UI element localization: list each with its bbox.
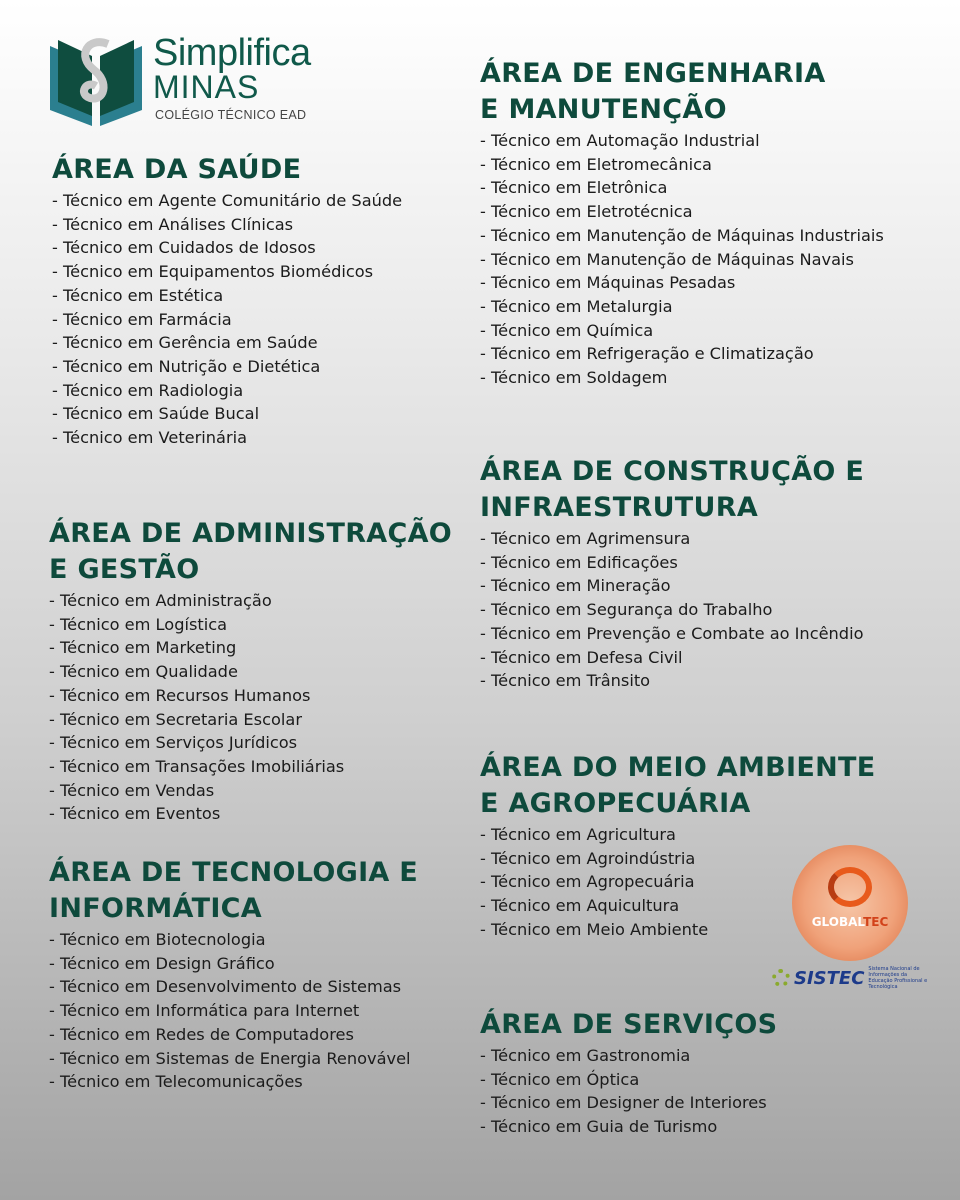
course-item: - Técnico em Automação Industrial xyxy=(480,131,760,150)
sistec-subtitle: Sistema Nacional de Informações da Educação Profissional e Tecnológica xyxy=(868,966,928,990)
course-item: - Técnico em Agrimensura xyxy=(480,529,691,548)
course-item: - Técnico em Óptica xyxy=(480,1069,640,1089)
section-administracao xyxy=(49,516,459,826)
course-item: - Técnico em Soldagem xyxy=(480,368,668,388)
section-title: ÁREA DE ADMINISTRAÇÃO E GESTÃO xyxy=(49,518,453,585)
course-item: - Técnico em Agricultura xyxy=(480,825,676,844)
course-item: - Técnico em Veterinária xyxy=(52,428,248,448)
section-construcao xyxy=(480,454,880,693)
course-item: - Técnico em Marketing xyxy=(49,638,237,658)
course-item: - Técnico em Gastronomia xyxy=(480,1046,691,1065)
course-item: - Técnico em Defesa Civil xyxy=(480,647,683,667)
course-item: - Técnico em Metalurgia xyxy=(480,296,673,316)
course-item: - Técnico em Radiologia xyxy=(52,380,244,400)
course-list xyxy=(52,189,492,450)
section-servicos xyxy=(480,1007,920,1139)
course-item: - Técnico em Química xyxy=(480,320,654,340)
logo-tagline: COLÉGIO TÉCNICO EAD xyxy=(155,108,307,122)
globaltec-seal xyxy=(792,845,908,961)
section-title: ÁREA DE TECNOLOGIA E INFORMÁTICA xyxy=(49,857,419,924)
course-item: - Técnico em Trânsito xyxy=(480,671,651,691)
course-item: - Técnico em Sistemas de Energia Renovável xyxy=(49,1048,411,1068)
course-item: - Técnico em Cuidados de Idosos xyxy=(52,238,316,258)
globaltec-label xyxy=(812,915,889,929)
course-item: - Técnico em Farmácia xyxy=(52,309,232,329)
section-engenharia xyxy=(480,56,884,390)
course-item: - Técnico em Eletrotécnica xyxy=(480,202,693,222)
course-item: - Técnico em Biotecnologia xyxy=(49,930,266,949)
globe-icon xyxy=(828,867,872,907)
course-item: - Técnico em Desenvolvimento de Sistemas xyxy=(49,977,402,997)
course-item: - Técnico em Agropecuária xyxy=(480,872,695,892)
course-item: - Técnico em Serviços Jurídicos xyxy=(49,733,298,753)
course-item: - Técnico em Agente Comunitário de Saúde xyxy=(52,191,403,210)
sistec-name: SISTEC xyxy=(794,967,865,989)
section-tecnologia xyxy=(49,855,429,1094)
logo-name-line2: MINAS xyxy=(153,69,260,105)
course-item: - Técnico em Equipamentos Biomédicos xyxy=(52,262,374,282)
course-item: - Técnico em Qualidade xyxy=(49,662,238,682)
course-item: - Técnico em Gerência em Saúde xyxy=(52,333,318,353)
section-title: ÁREA DE SERVIÇOS xyxy=(480,1009,778,1040)
course-item: - Técnico em Eletrônica xyxy=(480,178,668,198)
course-list xyxy=(480,527,880,693)
course-item: - Técnico em Agroindústria xyxy=(480,848,696,868)
course-item: - Técnico em Secretaria Escolar xyxy=(49,709,302,729)
course-item: - Técnico em Edificações xyxy=(480,552,678,572)
course-item: - Técnico em Administração xyxy=(49,591,272,610)
sistec-emblem-icon xyxy=(772,969,790,987)
simplifica-minas-logo xyxy=(48,32,328,128)
course-item: - Técnico em Transações Imobiliárias xyxy=(49,756,345,776)
course-item: - Técnico em Análises Clínicas xyxy=(52,214,294,234)
course-item: - Técnico em Refrigeração e Climatização xyxy=(480,344,814,364)
course-item: - Técnico em Máquinas Pesadas xyxy=(480,273,736,293)
sistec-logo xyxy=(772,966,928,990)
course-item: - Técnico em Aquicultura xyxy=(480,896,680,916)
course-item: - Técnico em Manutenção de Máquinas Navais xyxy=(480,249,854,269)
globaltec-text-b: TEC xyxy=(863,915,889,929)
section-title: ÁREA DE CONSTRUÇÃO E INFRAESTRUTURA xyxy=(480,456,865,523)
globaltec-text-a: GLOBAL xyxy=(811,915,864,929)
course-item: - Técnico em Nutrição e Dietética xyxy=(52,356,321,376)
course-item: - Técnico em Logística xyxy=(49,614,228,634)
course-item: - Técnico em Design Gráfico xyxy=(49,953,275,973)
course-item: - Técnico em Guia de Turismo xyxy=(480,1117,718,1137)
course-item: - Técnico em Redes de Computadores xyxy=(49,1024,354,1044)
course-item: - Técnico em Prevenção e Combate ao Incêndio xyxy=(480,623,864,643)
course-list xyxy=(480,1044,920,1139)
course-list xyxy=(49,589,459,826)
course-item: - Técnico em Estética xyxy=(52,285,224,305)
logo-name-line1: Simplifica xyxy=(153,32,311,74)
course-item: - Técnico em Vendas xyxy=(49,780,215,800)
section-title: ÁREA DO MEIO AMBIENTE E AGROPECUÁRIA xyxy=(480,752,876,819)
course-item: - Técnico em Mineração xyxy=(480,576,671,596)
course-item: - Técnico em Segurança do Trabalho xyxy=(480,600,773,620)
course-list xyxy=(480,129,884,390)
course-item: - Técnico em Meio Ambiente xyxy=(480,919,709,939)
course-item: - Técnico em Eventos xyxy=(49,804,221,824)
course-item: - Técnico em Telecomunicações xyxy=(49,1072,303,1092)
course-item: - Técnico em Manutenção de Máquinas Industriais xyxy=(480,225,884,245)
course-list xyxy=(49,928,429,1094)
section-title: ÁREA DA SAÚDE xyxy=(52,154,302,185)
section-title: ÁREA DE ENGENHARIA E MANUTENÇÃO xyxy=(480,58,826,125)
course-item: - Técnico em Saúde Bucal xyxy=(52,404,260,424)
course-item: - Técnico em Informática para Internet xyxy=(49,1001,360,1021)
course-item: - Técnico em Designer de Interiores xyxy=(480,1093,767,1113)
section-saude xyxy=(52,152,492,450)
open-book-icon xyxy=(48,36,144,128)
course-item: - Técnico em Eletromecânica xyxy=(480,154,712,174)
course-item: - Técnico em Recursos Humanos xyxy=(49,685,311,705)
